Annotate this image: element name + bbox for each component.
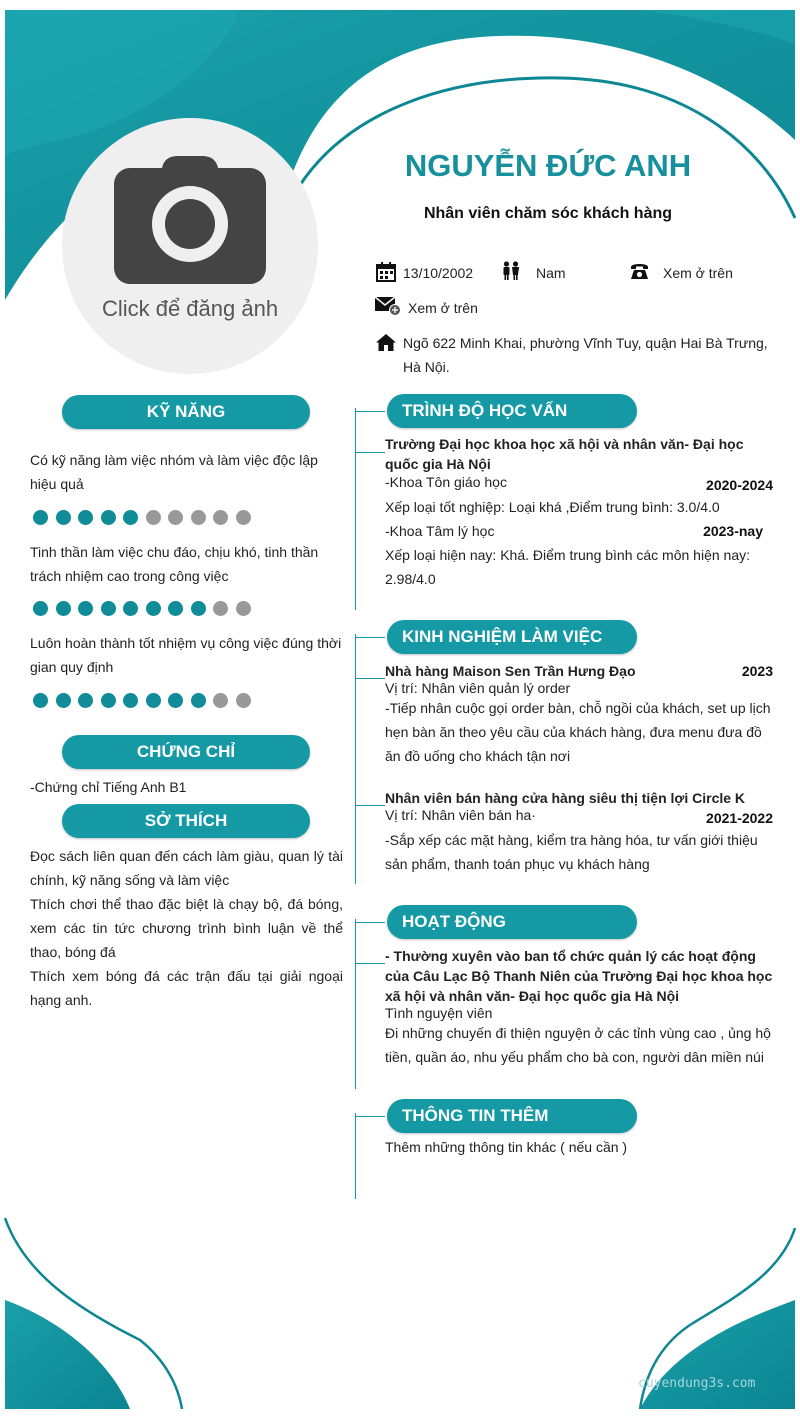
job-1-date: 2023 [741,663,773,679]
rating-dot-empty [213,510,228,525]
certificate-item: -Chứng chỉ Tiếng Anh B1 [30,779,187,795]
address-line-1: Ngõ 622 Minh Khai, phường Vĩnh Tuy, quận Hai Bà Trưng, [403,335,768,351]
job-2-description: -Sắp xếp các mặt hàng, kiểm tra hàng hóa, tư vấn giới thiệu sản phẩm, thanh toán phục vụ khách hàng [385,832,758,872]
rating-dot-filled [33,510,48,525]
skill-1-text: Có kỹ năng làm việc nhóm và làm việc độc lập hiệu quả [30,452,318,492]
rating-dot-filled [56,601,71,616]
hobby-item-3: Thích xem bóng đá các trận đấu tại giải ngoại hạng anh. [30,968,343,1008]
activity-description: Đi những chuyến đi thiện nguyện ở các tỉnh vùng cao , ủng hộ tiền, quần áo, nhu yếu phẩm cho bà con, người dân miền núi [385,1025,771,1065]
rating-dot-empty [146,510,161,525]
experience-item-tick-1 [355,678,385,679]
education-tick [355,411,385,412]
education-major-1: -Khoa Tôn giáo học [385,474,507,490]
activities-tick [355,922,385,923]
additional-tick [355,1116,385,1117]
job-1-description: -Tiếp nhân cuộc gọi order bàn, chỗ ngồi của khách, set up lịch hẹn bàn ăn theo yêu cầu của khách hàng, đưa menu đưa đồ ăn đồ uống cho khách tận nơi [385,700,771,764]
rating-dot-filled [123,510,138,525]
rating-dot-filled [101,510,116,525]
home-icon [376,334,396,351]
education-date-2: 2023-nay [703,523,763,539]
rating-dot-filled [168,601,183,616]
education-item-tick [355,452,385,453]
job-2-position: Vị trí: Nhân viên bán ha· [385,807,536,823]
rating-dot-filled [146,693,161,708]
additional-text: Thêm những thông tin khác ( nếu cần ) [385,1139,628,1155]
gender-icon [502,261,520,281]
experience-line [355,634,356,884]
camera-icon [112,154,268,286]
rating-dot-empty [236,693,251,708]
job-2-company: Nhân viên bán hàng cửa hàng siêu thị tiện lợi Circle K [385,790,746,806]
skill-2-text: Tinh thần làm việc chu đáo, chịu khó, tinh thần trách nhiệm cao trong công việc [30,544,319,584]
education-detail-2: Xếp loại hiện nay: Khá. Điểm trung bình các môn hiện nay: 2.98/4.0 [385,547,750,587]
rating-dot-filled [123,601,138,616]
rating-dot-filled [78,510,93,525]
phone-icon [630,262,649,280]
gender-value: Nam [536,265,566,281]
rating-dot-filled [146,601,161,616]
avatar-upload-label: Click để đăng ảnh [101,296,279,321]
activity-role: Tình nguyện viên [385,1005,493,1021]
rating-dot-filled [33,693,48,708]
phone-value: Xem ở trên [663,265,733,281]
rating-dot-filled [33,601,48,616]
education-detail-1: Xếp loại tốt nghiệp: Loại khá ,Điểm trung bình: 3.0/4.0 [385,499,720,515]
job-title: Nhân viên chăm sóc khách hàng [423,205,673,222]
rating-dot-filled [101,601,116,616]
additional-heading: THÔNG TIN THÊM [387,1099,637,1133]
activities-line [355,919,356,1089]
experience-item-tick-2 [355,805,385,806]
job-1-position: Vị trí: Nhân viên quản lý order [385,680,571,696]
email-value: Xem ở trên [408,300,478,316]
activities-item-tick [355,963,385,964]
experience-heading: KINH NGHIỆM LÀM VIỆC [387,620,637,654]
certificates-heading: CHỨNG CHỈ [62,735,310,769]
rating-dot-filled [78,693,93,708]
rating-dot-filled [101,693,116,708]
job-1-company: Nhà hàng Maison Sen Trần Hưng Đạo [385,663,636,679]
hobby-item-2: Thích chơi thể thao đặc biệt là chạy bộ, đá bóng, xem các tin tức chương trình bình luận về thể thao, bóng đá [30,896,343,960]
job-2-date: 2021-2022 [706,810,773,826]
rating-dot-empty [213,693,228,708]
email-icon [375,296,401,316]
calendar-icon [376,262,396,282]
experience-tick [355,637,385,638]
activities-heading: HOẠT ĐỘNG [387,905,637,939]
address-line-2: Hà Nội. [403,359,450,375]
rating-dot-filled [56,693,71,708]
education-school: Trường Đại học khoa học xã hội và nhân văn- Đại học quốc gia Hà Nội [385,436,744,472]
education-major-2: -Khoa Tâm lý học [385,523,495,539]
watermark: cuyendung3s.com [638,1376,756,1391]
rating-dot-filled [78,601,93,616]
rating-dot-empty [236,601,251,616]
rating-dot-empty [191,510,206,525]
rating-dot-filled [168,693,183,708]
education-heading: TRÌNH ĐỘ HỌC VẤN [387,394,637,428]
rating-dot-filled [191,601,206,616]
rating-dot-empty [168,510,183,525]
additional-line [355,1113,356,1199]
skills-heading: KỸ NĂNG [62,395,310,429]
rating-dot-filled [123,693,138,708]
skill-3-text: Luôn hoàn thành tốt nhiệm vụ công việc đúng thời gian quy định [30,635,342,675]
rating-dot-empty [213,601,228,616]
candidate-name: NGUYỄN ĐỨC ANH [404,148,692,183]
rating-dot-filled [56,510,71,525]
hobbies-heading: SỞ THÍCH [62,804,310,838]
rating-dot-filled [191,693,206,708]
rating-dot-empty [236,510,251,525]
activity-title: - Thường xuyên vào ban tổ chức quản lý các hoạt động của Câu Lạc Bộ Thanh Niên của Trường Đại học khoa học xã hội và nhân văn- Đại học quốc gia Hà Nội [385,948,773,1004]
hobby-item-1: Đọc sách liên quan đến cách làm giàu, quan lý tài chính, kỹ năng sống và làm việc [30,848,343,888]
avatar-upload[interactable] [62,118,318,374]
education-line [355,408,356,610]
education-date-1: 2020-2024 [706,477,773,493]
birthday-value: 13/10/2002 [403,265,474,281]
